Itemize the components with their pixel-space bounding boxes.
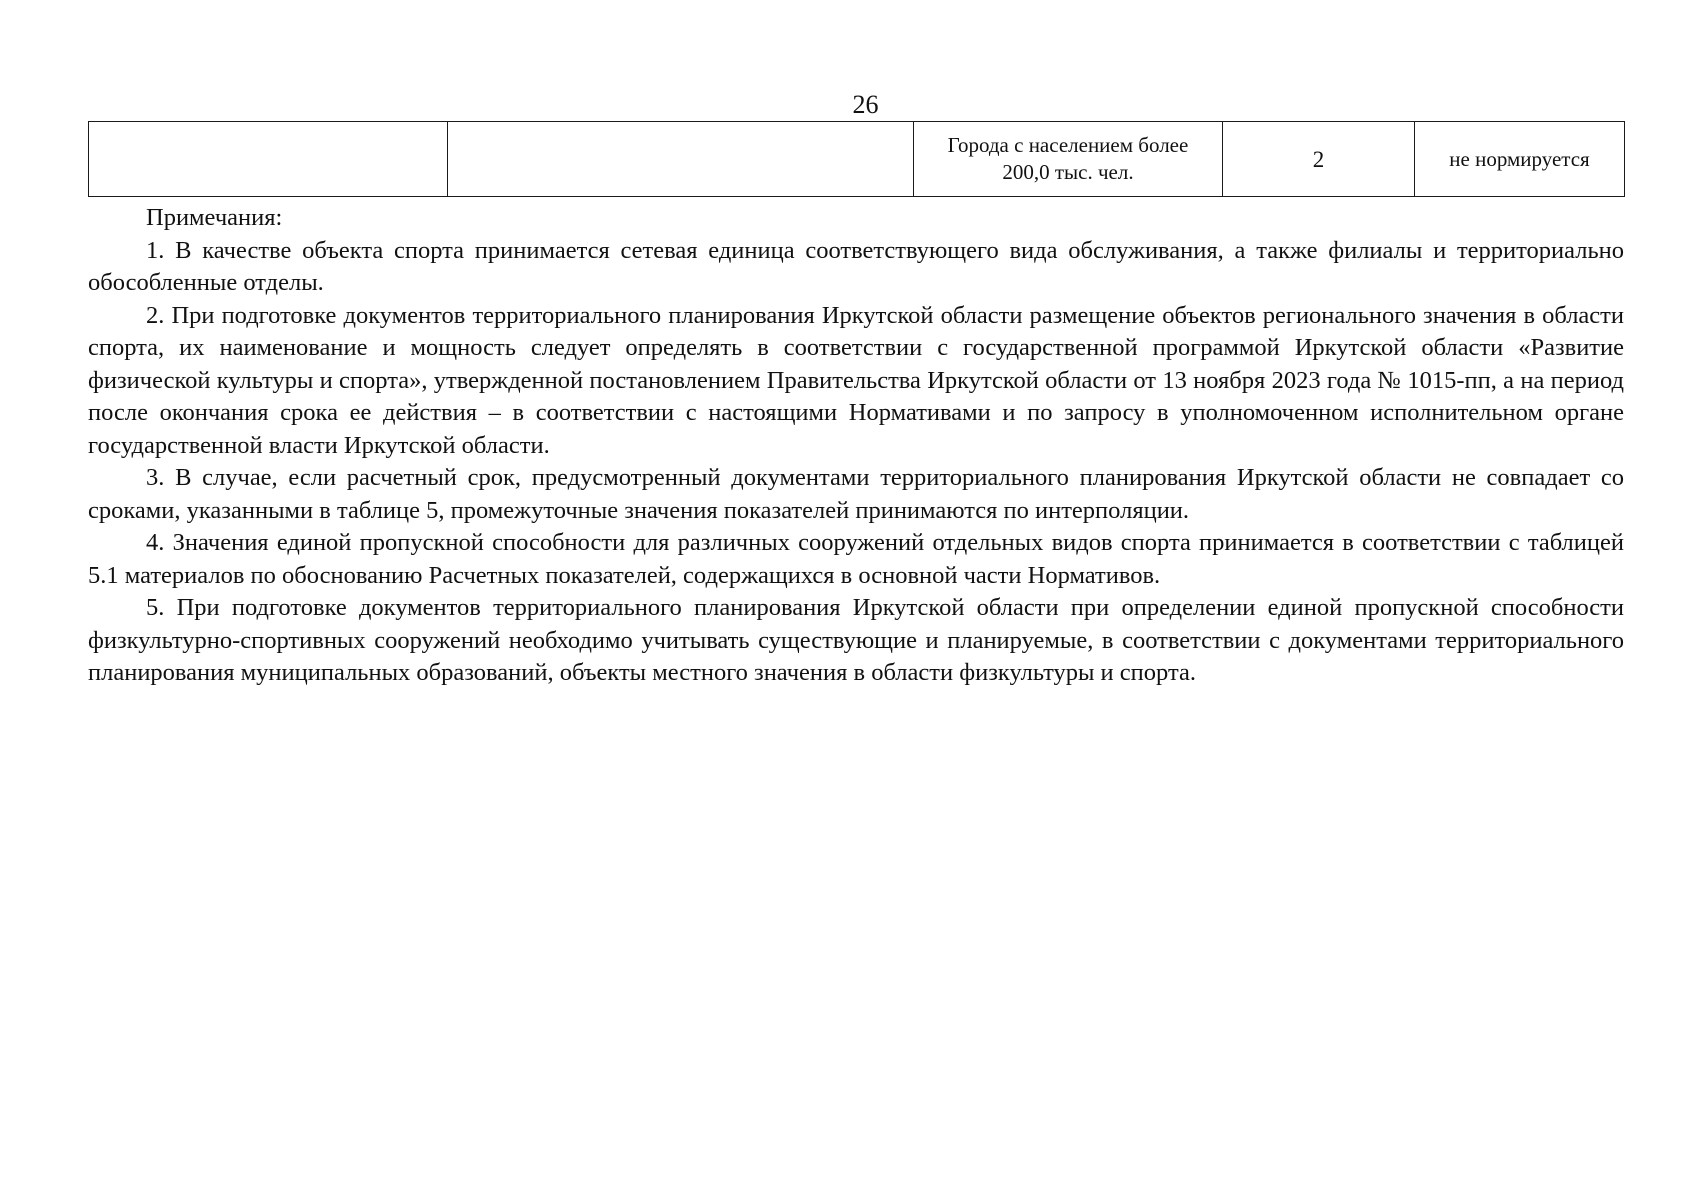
table-cell-norm: не нормируется (1415, 122, 1625, 197)
note-item-2: 2. При подготовке документов территориального планирования Иркутской области размещение объектов регионального значения в области спорта, их наименование и мощность следует определять в соответствии с государственной программой Иркутской области «Развитие физической культуры и спорта», утвержденной постановлением Правительства Иркутской области от 13 ноября 2023 года № 1015-пп, а на период после окончания срока ее действия – в соответствии с настоящими Нормативами и по запросу в уполномоченном исполнительном органе государственной власти Иркутской области. (88, 301, 1624, 459)
table-cell-empty-1 (89, 122, 448, 197)
norms-table (88, 121, 1625, 197)
table-row (89, 122, 1625, 197)
page-number: 26 (852, 90, 879, 119)
note-item-3: 3. В случае, если расчетный срок, предусмотренный документами территориального планирования Иркутской области не совпадает со сроками, указанными в таблице 5, промежуточные значения показателей принимаются по интерполяции. (88, 464, 1624, 524)
note-item-1: 1. В качестве объекта спорта принимается сетевая единица соответствующего вида обслуживания, а также филиалы и территориально обособленные отделы. (88, 236, 1624, 296)
note-item-5: 5. При подготовке документов территориального планирования Иркутской области при определении единой пропускной способности физкультурно-спортивных сооружений необходимо учитывать существующие и планируемые, в соответствии с документами территориального планирования муниципальных образований, объекты местного значения в области физкультуры и спорта. (88, 594, 1624, 686)
table-cell-empty-2 (448, 122, 914, 197)
notes-heading: Примечания: (146, 204, 283, 231)
table-cell-value: 2 (1223, 122, 1415, 197)
notes-section (88, 202, 1624, 690)
note-item-4: 4. Значения единой пропускной способности для различных сооружений отдельных видов спорта принимается в соответствии с таблицей 5.1 материалов по обоснованию Расчетных показателей, содержащихся в основной части Нормативов. (88, 529, 1624, 589)
table-cell-settlement-type: Города с населением более 200,0 тыс. чел. (914, 122, 1223, 197)
